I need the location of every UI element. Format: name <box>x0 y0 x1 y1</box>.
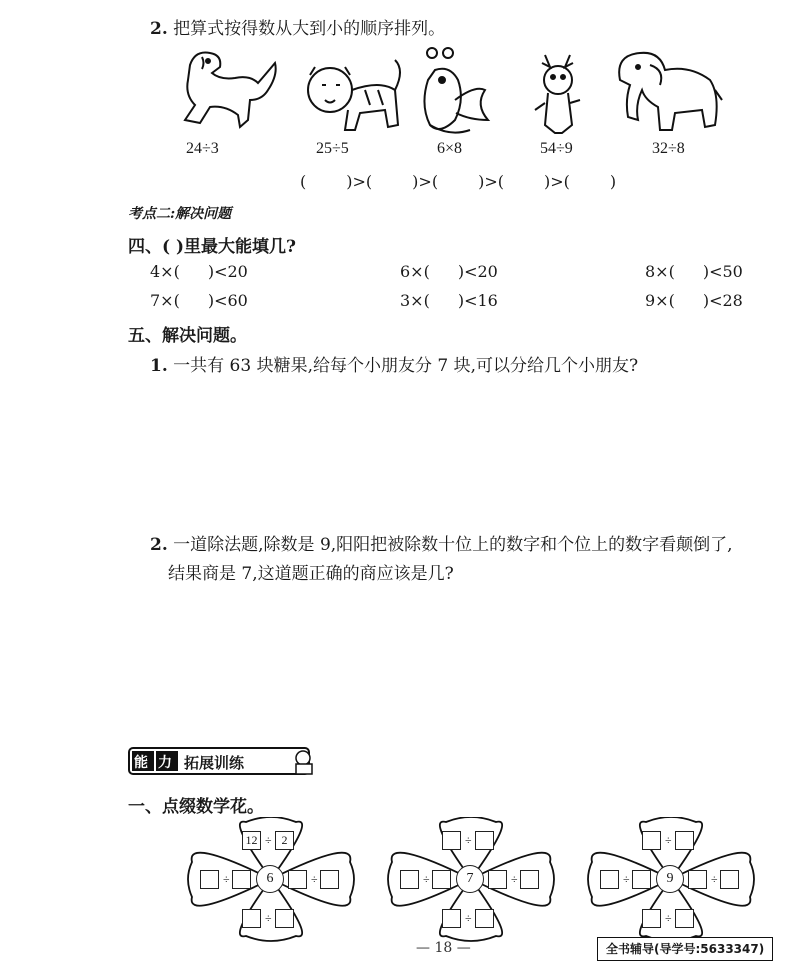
order-answer-row: ( )>( )>( )>( )>( ) <box>300 172 617 191</box>
cell-bottom-right[interactable] <box>675 909 694 928</box>
flower-center: 6 <box>256 865 284 893</box>
problem-2-line-2: 结果商是 7,这道题正确的商应该是几? <box>168 564 454 584</box>
cell-left-b[interactable] <box>632 870 651 889</box>
blank-2[interactable]: ( ) <box>365 172 419 191</box>
cell-top-left[interactable]: 12 <box>242 831 261 850</box>
blank-4[interactable]: ( ) <box>497 172 551 191</box>
flower-task-title: 一、点缀数学花。 <box>128 797 264 817</box>
q2-text: 把算式按得数从大到小的顺序排列。 <box>173 19 446 39</box>
math-flower-2: ÷ ÷ 7 ÷ ÷ <box>386 817 556 942</box>
q2-number: 2. <box>150 19 168 39</box>
part-five-title: 五、解决问题。 <box>128 326 247 346</box>
expression-1: 24÷3 <box>186 140 219 157</box>
problem-1: 1. 一共有 63 块糖果,给每个小朋友分 7 块,可以分给几个小朋友? <box>150 356 639 376</box>
cell-top-right[interactable]: 2 <box>275 831 294 850</box>
section-title: 考点二:解决问题 <box>128 206 232 222</box>
deer-icon <box>535 55 580 133</box>
part-four-title: 四、( )里最大能填几? <box>128 237 296 257</box>
cell-left-b[interactable] <box>232 870 251 889</box>
cell-bottom-left[interactable] <box>442 909 461 928</box>
blank-5[interactable]: ( ) <box>563 172 617 191</box>
cell-top-left[interactable] <box>442 831 461 850</box>
fish-icon <box>424 48 488 133</box>
fill-item-2: 6×( )<20 <box>400 262 498 281</box>
math-flower-1: 12 ÷ 2 ÷ 6 ÷ ÷ <box>186 817 356 942</box>
expression-3: 6×8 <box>437 140 463 157</box>
flower-center: 7 <box>456 865 484 893</box>
ability-badge <box>128 746 328 776</box>
cell-top-right[interactable] <box>475 831 494 850</box>
cell-bottom-left[interactable] <box>642 909 661 928</box>
fill-item-4: 7×( )<60 <box>150 291 248 310</box>
badge-char-1: 能 <box>134 755 148 771</box>
expression-2: 25÷5 <box>316 140 349 157</box>
expression-4: 54÷9 <box>540 140 573 157</box>
fill-item-5: 3×( )<16 <box>400 291 498 310</box>
badge-text: 拓展训练 <box>184 754 245 772</box>
cell-right-a[interactable] <box>688 870 707 889</box>
cell-right-a[interactable] <box>288 870 307 889</box>
fill-item-1: 4×( )<20 <box>150 262 248 281</box>
fill-item-6: 9×( )<28 <box>645 291 743 310</box>
cell-left-a[interactable] <box>400 870 419 889</box>
cell-top-left[interactable] <box>642 831 661 850</box>
cell-right-b[interactable] <box>720 870 739 889</box>
horse-icon <box>185 53 276 128</box>
badge-char-2: 力 <box>158 755 172 771</box>
cell-right-a[interactable] <box>488 870 507 889</box>
cell-right-b[interactable] <box>520 870 539 889</box>
tiger-icon <box>308 60 400 130</box>
cell-bottom-right[interactable] <box>475 909 494 928</box>
elephant-icon <box>619 53 722 130</box>
cell-left-b[interactable] <box>432 870 451 889</box>
cell-bottom-left[interactable] <box>242 909 261 928</box>
fill-item-3: 8×( )<50 <box>645 262 743 281</box>
problem-2-line-1: 2. 一道除法题,除数是 9,阳阳把被除数十位上的数字和个位上的数字看颠倒了, <box>150 535 733 555</box>
cell-right-b[interactable] <box>320 870 339 889</box>
q2-order-heading <box>150 14 445 39</box>
cell-left-a[interactable] <box>600 870 619 889</box>
blank-1[interactable]: ( ) <box>300 172 353 191</box>
animal-illustrations <box>150 45 760 140</box>
cell-bottom-right[interactable] <box>275 909 294 928</box>
flower-center: 9 <box>656 865 684 893</box>
page-number: — 18 — <box>416 940 471 956</box>
expression-5: 32÷8 <box>652 140 685 157</box>
cell-left-a[interactable] <box>200 870 219 889</box>
blank-3[interactable]: ( ) <box>431 172 485 191</box>
guide-label: 全书辅导(导学号:5633347) <box>597 937 773 961</box>
math-flower-3: ÷ ÷ 9 ÷ ÷ <box>586 817 756 942</box>
cell-top-right[interactable] <box>675 831 694 850</box>
